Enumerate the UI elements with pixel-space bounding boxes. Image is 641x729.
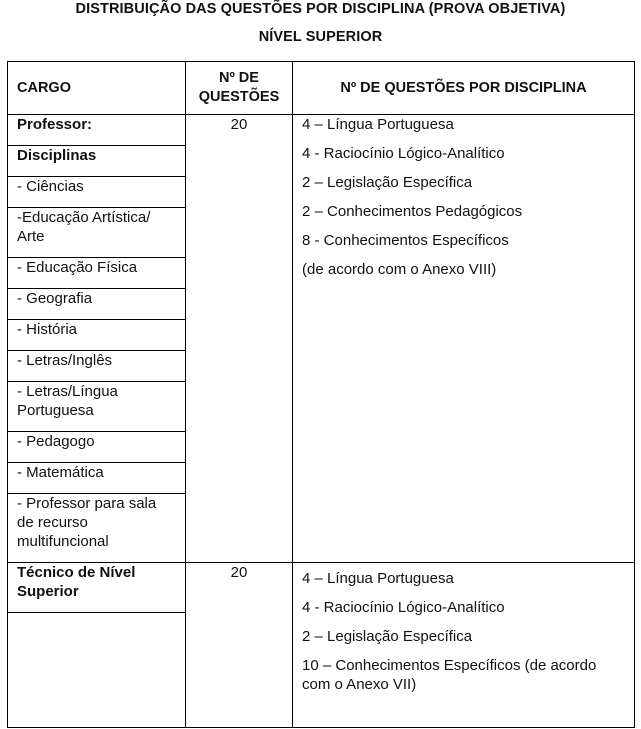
num-questoes-cell: 20: [186, 115, 293, 563]
cargo-cell: -Educação Artística/ Arte: [8, 208, 186, 258]
cargo-cell: - Educação Física: [8, 258, 186, 289]
cargo-cell: - Ciências: [8, 177, 186, 208]
cargo-cell: - Pedagogo: [8, 432, 186, 463]
cargo-cell: Professor:: [8, 115, 186, 146]
table-row: [8, 563, 635, 613]
disciplina-item: 4 – Língua Portuguesa: [302, 570, 454, 587]
table-row: [8, 115, 635, 146]
empty-cargo-cell: [8, 613, 186, 728]
disciplina-item: 2 – Legislação Específica: [302, 174, 473, 191]
disciplina-item: 2 – Conhecimentos Pedagógicos: [302, 203, 523, 220]
document-subtitle: NÍVEL SUPERIOR: [258, 29, 383, 45]
num-questoes-cell: 20: [186, 563, 293, 728]
disciplinas-cell: [293, 563, 635, 728]
disciplina-item: 4 – Língua Portuguesa: [302, 116, 454, 133]
header-num-questoes: Nº DE QUESTÕES: [186, 62, 293, 115]
disciplina-item: (de acordo com o Anexo VIII): [302, 261, 497, 278]
header-row: [8, 62, 635, 115]
cargo-cell: Técnico de Nível Superior: [8, 563, 186, 613]
header-cargo: CARGO: [8, 62, 186, 115]
cargo-cell: - Matemática: [8, 463, 186, 494]
cargo-cell: - Letras/Língua Portuguesa: [8, 382, 186, 432]
disciplina-item: 10 – Conhecimentos Específicos (de acordo com o Anexo VII): [302, 657, 597, 693]
disciplinas-cell: [293, 115, 635, 563]
cargo-cell: - Professor para sala de recurso multifuncional: [8, 494, 186, 563]
cargo-cell: - História: [8, 320, 186, 351]
questions-distribution-table: [7, 61, 635, 728]
cargo-cell: - Letras/Inglês: [8, 351, 186, 382]
disciplina-item: 2 – Legislação Específica: [302, 628, 473, 645]
header-questoes-por-disciplina: Nº DE QUESTÕES POR DISCIPLINA: [293, 62, 635, 115]
disciplina-item: 4 - Raciocínio Lógico-Analítico: [302, 145, 505, 162]
disciplina-item: 4 - Raciocínio Lógico-Analítico: [302, 599, 505, 616]
document-title: DISTRIBUIÇÃO DAS QUESTÕES POR DISCIPLINA (PROVA OBJETIVA): [75, 1, 566, 17]
cargo-cell: - Geografia: [8, 289, 186, 320]
cargo-cell: Disciplinas: [8, 146, 186, 177]
disciplina-item: 8 - Conhecimentos Específicos: [302, 232, 509, 249]
